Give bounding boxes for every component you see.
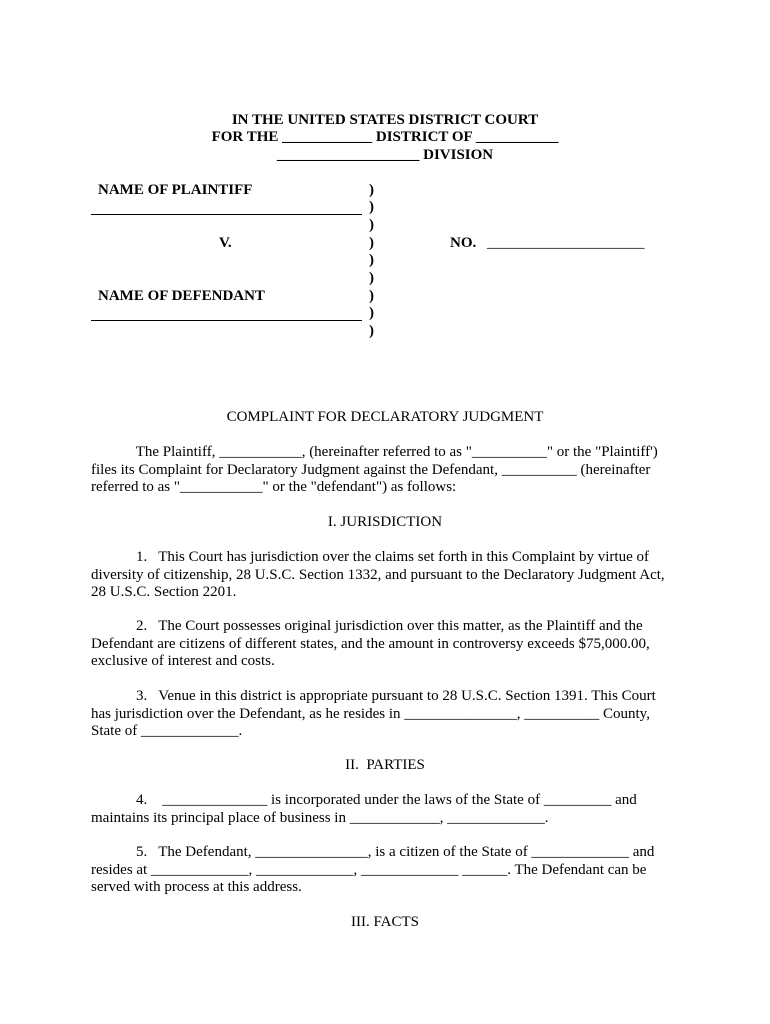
paragraph-1 [91,549,691,602]
paragraph-line: exclusive of interest and costs. [91,653,275,669]
caption-paren: ) [369,305,374,321]
intro-paragraph [91,444,691,497]
paragraph-line: maintains its principal place of business in ____________, _____________. [91,809,549,826]
caption-paren: ) [369,323,374,339]
paragraph-2 [91,618,691,671]
plaintiff-label: NAME OF PLAINTIFF [98,182,253,198]
paragraph-line: 1. This Court has jurisdiction over the claims set forth in this Complaint by virtue of [91,549,649,565]
paragraph-line: Defendant are citizens of different states, and the amount in controversy exceeds $75,000.00, [91,635,650,652]
paragraph-line: 2. The Court possesses original jurisdiction over this matter, as the Plaintiff and the [91,618,643,634]
paragraph-line: files its Complaint for Declaratory Judgment against the Defendant, __________ (hereinafter [91,461,651,478]
case-number-blank: _____________________ [487,235,645,251]
caption-paren: ) [369,182,374,198]
section-heading-parties: II. PARTIES [345,757,425,773]
caption-paren: ) [369,199,374,215]
paragraph-line: has jurisdiction over the Defendant, as he resides in _______________, __________ County, [91,705,650,722]
caption-paren: ) [369,252,374,268]
document-title: COMPLAINT FOR DECLARATORY JUDGMENT [226,409,544,425]
caption-paren: ) [369,217,374,233]
defendant-name-line [91,320,362,321]
versus-label: V. [219,235,232,251]
paragraph-3 [91,688,691,741]
paragraph-line: 3. Venue in this district is appropriate pursuant to 28 U.S.C. Section 1391. This Court [91,688,656,704]
paragraph-5 [91,844,691,897]
caption-paren: ) [369,235,374,251]
court-header-line-2: FOR THE ____________ DISTRICT OF ___________ [211,129,559,145]
paragraph-line: served with process at this address. [91,879,302,895]
paragraph-line: 4. ______________ is incorporated under the laws of the State of _________ and [91,792,637,808]
paragraph-line: 28 U.S.C. Section 2201. [91,584,237,600]
paragraph-line: 5. The Defendant, _______________, is a citizen of the State of _____________ and [91,844,655,860]
paragraph-line: State of _____________. [91,723,243,739]
paragraph-4 [91,792,691,827]
defendant-label: NAME OF DEFENDANT [98,288,265,304]
paragraph-line: referred to as "___________" or the "defendant") as follows: [91,479,457,495]
court-header-line-1: IN THE UNITED STATES DISTRICT COURT [231,112,539,128]
paragraph-line: resides at _____________, _____________, _____________ ______. The Defendant can be [91,861,647,878]
caption-paren: ) [369,270,374,286]
caption-paren: ) [369,288,374,304]
paragraph-line: The Plaintiff, ___________, (hereinafter referred to as "__________" or the "Plaintiff') [91,444,658,460]
case-number-label: NO. [450,235,477,251]
plaintiff-name-line [91,214,362,215]
paragraph-line: diversity of citizenship, 28 U.S.C. Section 1332, and pursuant to the Declaratory Judgment Act, [91,566,665,583]
section-heading-jurisdiction: I. JURISDICTION [327,514,443,530]
court-header-line-3: ___________________ DIVISION [276,147,494,163]
section-heading-facts: III. FACTS [350,914,420,930]
